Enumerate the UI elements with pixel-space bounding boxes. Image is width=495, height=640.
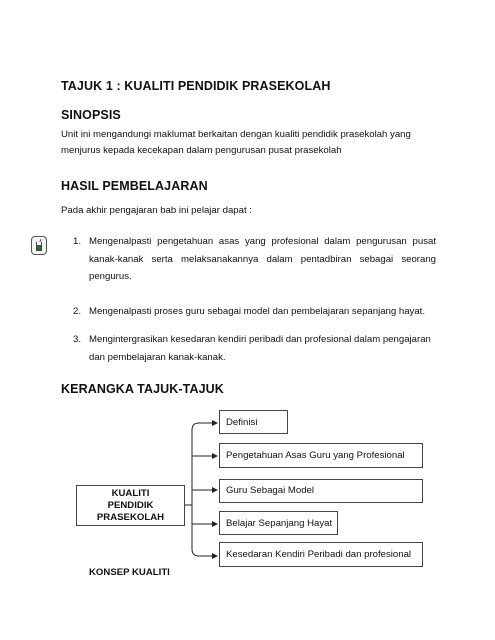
diagram-branch-box: Guru Sebagai Model — [219, 479, 423, 503]
list-item-line: Mengenalpasti pengetahuan asas yang profesional dalam pengurusan pusat — [89, 236, 436, 247]
list-item-line: pengurus. — [89, 271, 132, 282]
diagram-footer-label: KONSEP KUALITI — [89, 567, 170, 578]
diagram-main-box — [76, 485, 185, 526]
page-title: TAJUK 1 : KUALITI PENDIDIK PRASEKOLAH — [61, 79, 331, 93]
sinopsis-line: menjurus kepada kecekapan dalam pengurusan pusat prasekolah — [61, 145, 342, 156]
list-item-line: Mengintergrasikan kesedaran kendiri peribadi dan profesional dalam pengajaran — [89, 334, 431, 345]
hasil-heading: HASIL PEMBELAJARAN — [61, 179, 208, 193]
diagram-branch-box: Kesedaran Kendiri Peribadi dan profesional — [219, 542, 423, 567]
diagram-branch-box: Belajar Sepanjang Hayat — [219, 511, 338, 535]
kerangka-heading: KERANGKA TAJUK-TAJUK — [61, 382, 224, 396]
diagram-branch-box: Definisi — [219, 410, 288, 434]
main-box-line: KUALITI — [111, 487, 150, 499]
list-item-line: Mengenalpasti proses guru sebagai model dan pembelajaran sepanjang hayat. — [89, 306, 426, 317]
main-box-line: PENDIDIK — [107, 499, 154, 511]
list-item-number: 2. — [73, 306, 82, 317]
list-item-line: kanak-kanak serta melaksanakannya dalam pentadbiran sebagai seorang — [89, 253, 436, 265]
list-item-number: 1. — [73, 236, 82, 247]
sinopsis-line: Unit ini mengandungi maklumat berkaitan dengan kualiti pendidik prasekolah yang — [61, 129, 411, 140]
main-box-line: PRASEKOLAH — [96, 511, 165, 523]
list-item-line: dan pembelajaran kanak-kanak. — [89, 351, 226, 363]
hasil-intro: Pada akhir pengajaran bab ini pelajar dapat : — [61, 205, 252, 216]
list-item-number: 3. — [73, 334, 82, 345]
diagram-branch-box: Pengetahuan Asas Guru yang Profesional — [219, 443, 423, 468]
sinopsis-heading: SINOPSIS — [61, 108, 121, 122]
